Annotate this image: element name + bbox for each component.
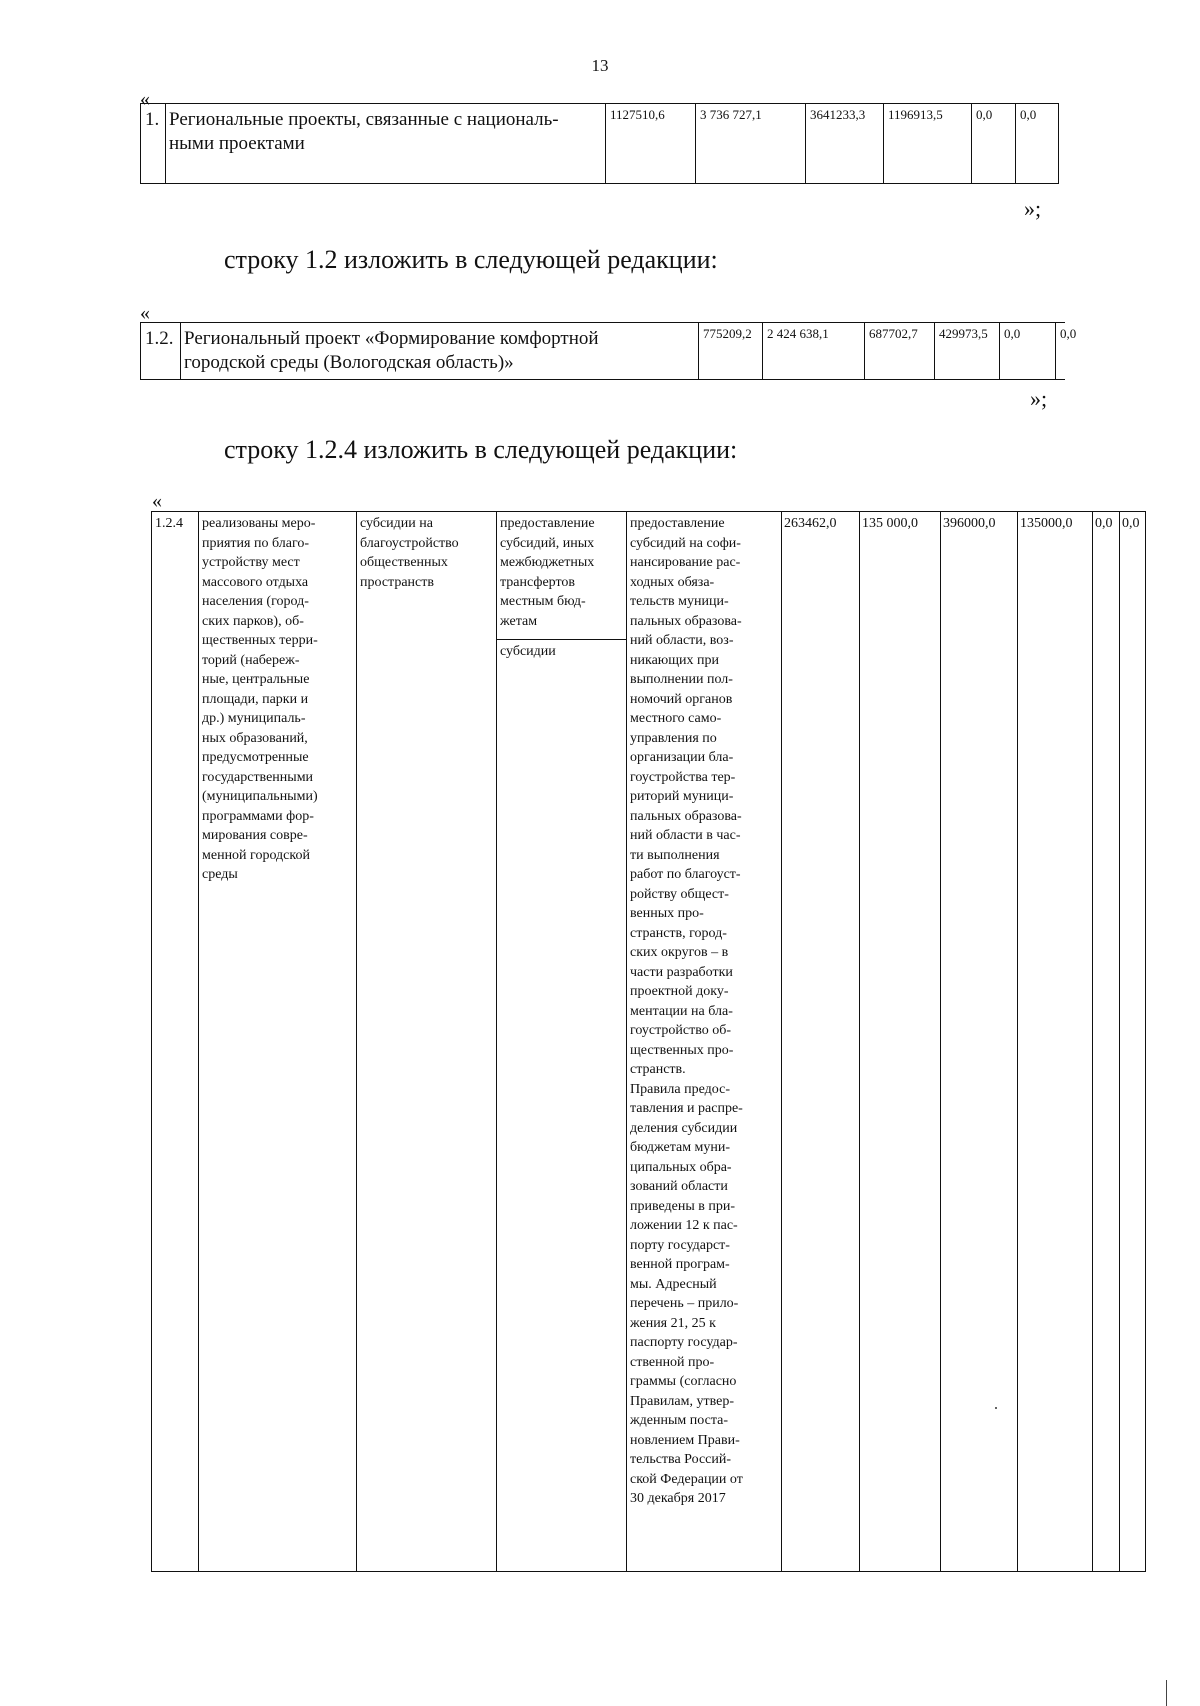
table-row-1-2 [140,322,1077,380]
open-quote-3: « [152,490,162,512]
value-cell: 263462,0 [782,512,860,1572]
row-index: 1.2. [141,323,181,380]
row-index: 1. [141,104,166,184]
value-cell: 0,0 [1120,512,1146,1572]
table-row-1-2-4 [151,511,1146,1572]
section-heading: строку 1.2 изложить в следующей редакции: [224,245,718,274]
value-cell: 1127510,6 [606,104,696,184]
close-quote-2: »; [1030,386,1048,411]
open-quote-2: « [140,302,150,324]
value-cell: 2 424 638,1 [763,323,865,380]
mechanism-cell [497,512,627,1572]
direction-cell: субсидии на благоустройство общественных пространств [357,512,497,1572]
mechanism-top: предоставление субсидий, иных межбюджетных трансфертов местным бюд- жетам [500,516,595,629]
value-cell: 0,0 [1016,104,1059,184]
close-quote-1: »; [1024,196,1042,221]
value-cell: 429973,5 [935,323,1000,380]
value-cell: 1196913,5 [884,104,972,184]
scan-edge-mark [1166,1680,1167,1706]
description-cell: предоставление субсидий на софи- нансирование рас- ходных обяза- тельств муници- пальных образова- ний области, воз- никающих при выполнении пол- номочий органов местного само- управления по организации бла- гоустройства тер- риторий муници- пальных образова- ний области в час- ти выполнения работ по благоуст- ройству общест- венных про- странств, город- ских округов – в части разработки проектной доку- ментации на бла- гоустройство об- щественных про- странств. Правила предос- тавления и распре- деления субсидии бюджетам муни- ципальных обра- зований области приведены в при- ложении 12 к пас- порту государст- венной програм- мы. Адресный перечень – прило- жения 21, 25 к паспорту государ- ственной про- граммы (согласно Правилам, утвер- жденным поста- новлением Прави- тельства Россий- ской Федерации от 30 декабря 2017 [627,512,782,1572]
table-row-1 [140,103,1059,184]
value-cell: 135000,0 [1018,512,1093,1572]
value-cell: 775209,2 [699,323,763,380]
open-quote-1: « [140,88,150,110]
value-cell: 0,0 [972,104,1016,184]
page-number: 13 [591,56,609,75]
value-cell: 0,0 [1056,323,1065,380]
scan-speck [995,1407,997,1409]
value-cell: 3641233,3 [806,104,884,184]
section-heading: строку 1.2.4 изложить в следующей редакции: [224,435,738,464]
value-cell: 0,0 [1093,512,1120,1572]
value-cell: 0,0 [1000,323,1056,380]
value-cell: 396000,0 [941,512,1018,1572]
row-name: Региональный проект «Формирование комфортной городской среды (Вологодская область)» [181,323,699,380]
row-name: Региональные проекты, связанные с националь- ными проектами [166,104,606,184]
row-index: 1.2.4 [152,512,199,1572]
value-cell: 3 736 727,1 [696,104,806,184]
value-cell: 135 000,0 [860,512,941,1572]
value-cell: 687702,7 [865,323,935,380]
mechanism-bottom: субсидии [497,639,626,662]
result-cell: реализованы меро- приятия по благо- устройству мест массового отдыха населения (город- ских парков), об- щественных терри- торий (набереж- ные, центральные площади, парки и др.) муниципаль- ных образований, предусмотренные государственными (муниципальными) программами фор- мирования совре- менной городской среды [199,512,357,1572]
